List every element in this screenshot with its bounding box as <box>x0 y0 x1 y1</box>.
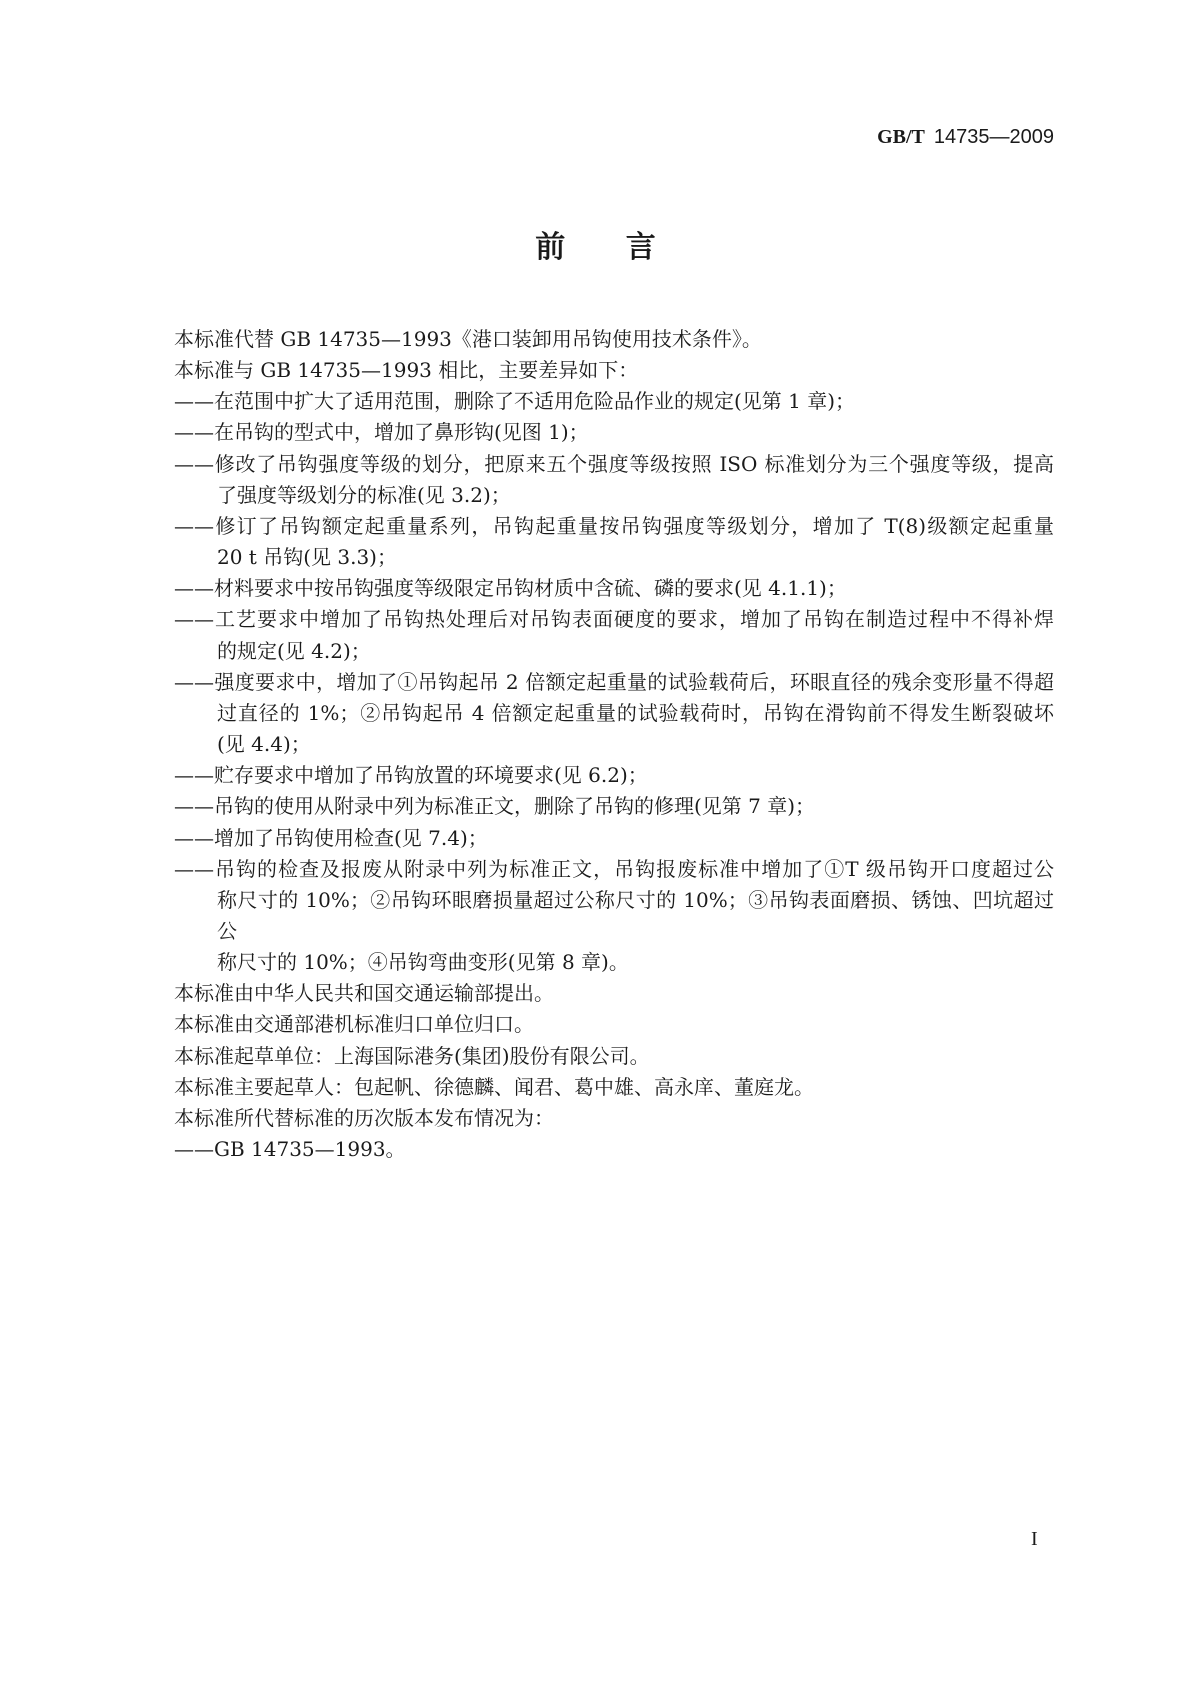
body-line: 的规定(见 4.2)； <box>217 638 371 663</box>
body-line: 过直径的 1%；②吊钩起吊 4 倍额定起重量的试验载荷时，吊钩在滑钩前不得发生断裂破坏 <box>217 700 1054 725</box>
paragraph <box>174 978 1054 1009</box>
foreword-body <box>174 324 1054 1165</box>
dash-item <box>174 449 1054 511</box>
body-line: ——在范围中扩大了适用范围，删除了不适用危险品作业的规定(见第 1 章)； <box>174 389 856 414</box>
body-line: ——修订了吊钩额定起重量系列，吊钩起重量按吊钩强度等级划分，增加了 T(8)级额定起重量 <box>174 513 1054 538</box>
paragraph <box>174 324 1054 355</box>
body-line: 20 t 吊钩(见 3.3)； <box>217 545 397 570</box>
body-line: 本标准与 GB 14735—1993 相比，主要差异如下： <box>174 358 639 383</box>
body-line: 称尺寸的 10%；②吊钩环眼磨损量超过公称尺寸的 10%；③吊钩表面磨损、锈蚀、凹坑超过公 <box>217 887 1054 943</box>
body-line: (见 4.4)； <box>217 732 311 757</box>
paragraph <box>174 1072 1054 1103</box>
dash-item <box>174 1134 1054 1165</box>
body-line: ——在吊钩的型式中，增加了鼻形钩(见图 1)； <box>174 420 589 445</box>
body-line: 本标准所代替标准的历次版本发布情况为： <box>174 1105 554 1130</box>
body-line: ——强度要求中，增加了①吊钩起吊 2 倍额定起重量的试验载荷后，环眼直径的残余变形量不得超 <box>174 669 1054 694</box>
body-line: 了强度等级划分的标准(见 3.2)； <box>217 482 511 507</box>
paragraph <box>174 355 1054 386</box>
dash-item <box>174 386 1054 417</box>
page-number: I <box>1031 1528 1038 1550</box>
standard-prefix: GB/T <box>877 126 925 148</box>
paragraph <box>174 1009 1054 1040</box>
body-line: 称尺寸的 10%；④吊钩弯曲变形(见第 8 章)。 <box>217 950 629 975</box>
body-line: ——贮存要求中增加了吊钩放置的环境要求(见 6.2)； <box>174 763 648 788</box>
dash-item <box>174 854 1054 979</box>
dash-item <box>174 760 1054 791</box>
body-line: ——增加了吊钩使用检查(见 7.4)； <box>174 825 488 850</box>
body-line: ——材料要求中按吊钩强度等级限定吊钩材质中含硫、磷的要求(见 4.1.1)； <box>174 576 847 601</box>
dash-item <box>174 667 1054 760</box>
standard-code: 14735—2009 <box>933 126 1054 148</box>
dash-item <box>174 791 1054 822</box>
dash-item <box>174 573 1054 604</box>
standard-number <box>877 124 1054 150</box>
paragraph <box>174 1041 1054 1072</box>
body-line: ——工艺要求中增加了吊钩热处理后对吊钩表面硬度的要求，增加了吊钩在制造过程中不得补焊 <box>174 607 1054 632</box>
body-line: 本标准起草单位：上海国际港务(集团)股份有限公司。 <box>174 1043 650 1068</box>
paragraph <box>174 1103 1054 1134</box>
body-line: 本标准代替 GB 14735—1993《港口装卸用吊钩使用技术条件》。 <box>174 327 762 351</box>
body-line: ——吊钩的检查及报废从附录中列为标准正文，吊钩报废标准中增加了①T 级吊钩开口度超过公 <box>174 856 1054 881</box>
dash-item <box>174 823 1054 854</box>
dash-item <box>174 604 1054 666</box>
body-line: 本标准由中华人民共和国交通运输部提出。 <box>174 981 554 1006</box>
body-line: ——吊钩的使用从附录中列为标准正文，删除了吊钩的修理(见第 7 章)； <box>174 794 816 819</box>
section-title: 前 言 <box>535 230 681 265</box>
dash-item <box>174 417 1054 448</box>
body-line: ——GB 14735—1993。 <box>174 1137 406 1162</box>
body-line: 本标准主要起草人：包起帆、徐德麟、闻君、葛中雄、高永庠、董庭龙。 <box>174 1074 814 1099</box>
dash-item <box>174 511 1054 573</box>
body-line: ——修改了吊钩强度等级的划分，把原来五个强度等级按照 ISO 标准划分为三个强度等级，提高 <box>174 451 1054 476</box>
body-line: 本标准由交通部港机标准归口单位归口。 <box>174 1012 534 1037</box>
